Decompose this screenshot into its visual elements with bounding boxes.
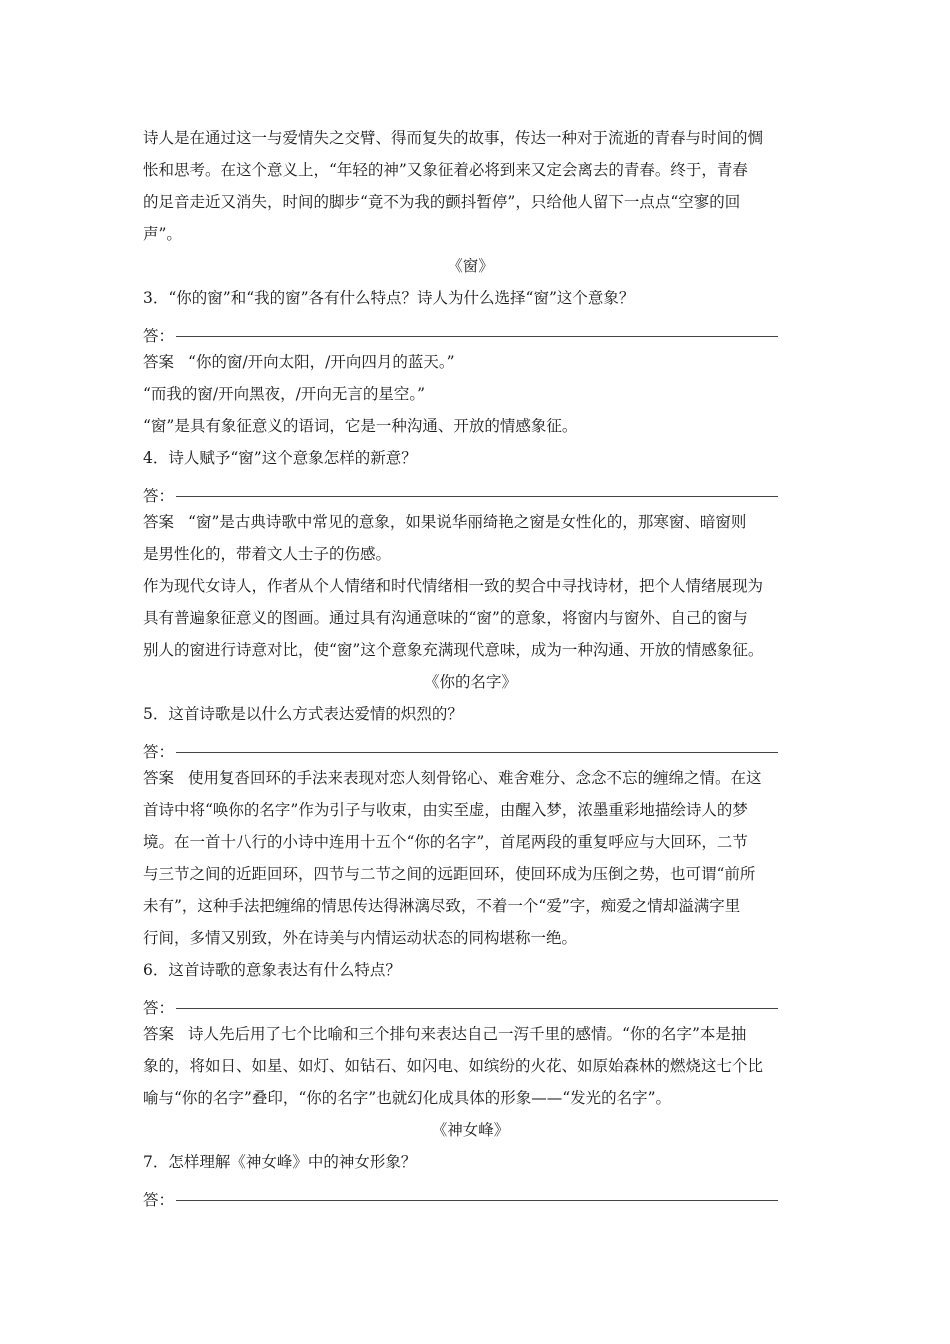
- answer-blank-line[interactable]: [176, 1200, 778, 1201]
- answer-blank-line[interactable]: [176, 336, 778, 337]
- key-text: “窗”是古典诗歌中常见的意象，如果说华丽绮艳之窗是女性化的，那寒窗、暗窗则: [188, 513, 747, 531]
- question-4: 4．诗人赋予“窗”这个意象怎样的新意？: [143, 449, 417, 467]
- answer-field-6[interactable]: [143, 986, 798, 1018]
- answer-blank-line[interactable]: [176, 1008, 778, 1009]
- key-5-line: 与三节之间的近距回环，四节与二节之间的远距回环，使回环成为压倒之势，也可谓“前所: [143, 865, 756, 883]
- section-title-name: 《你的名字》: [423, 673, 517, 691]
- intro-line: 怅和思考。在这个意义上，“年轻的神”又象征着必将到来又定会离去的青春。终于，青春: [143, 161, 748, 179]
- key-4-line: [143, 506, 798, 538]
- answer-field-4[interactable]: [143, 474, 798, 506]
- intro-line: 声”。: [143, 225, 182, 243]
- key-5-line: [143, 762, 798, 794]
- key-4-line: 是男性化的，带着文人士子的伤感。: [143, 545, 392, 563]
- answer-label: 答：: [143, 999, 175, 1017]
- answer-label: 答：: [143, 327, 175, 345]
- question-5: 5．这首诗歌是以什么方式表达爱情的炽烈的？: [143, 705, 463, 723]
- answer-label: 答：: [143, 487, 175, 505]
- key-text: 使用复沓回环的手法来表现对恋人刻骨铭心、难舍难分、念念不忘的缠绵之情。在这: [188, 769, 762, 787]
- answer-label: 答：: [143, 743, 175, 761]
- key-text: 诗人先后用了七个比喻和三个排句来表达自己一泻千里的感情。“你的名字”本是抽: [188, 1025, 747, 1043]
- answer-key-label: 答案: [143, 513, 175, 531]
- key-5-line: 未有”，这种手法把缠绵的情思传达得淋漓尽致，不着一个“爱”字，痴爱之情却溢满字里: [143, 897, 741, 915]
- answer-key-label: 答案: [143, 353, 175, 371]
- answer-label: 答：: [143, 1191, 175, 1209]
- document-page: [143, 122, 798, 1210]
- key-5-line: 首诗中将“唤你的名字”作为引子与收束，由实至虚，由醒入梦，浓墨重彩地描绘诗人的梦: [143, 801, 748, 819]
- key-text: “你的窗/开向太阳，/开向四月的蓝天。”: [188, 353, 455, 371]
- question-7: 7．怎样理解《神女峰》中的神女形象？: [143, 1153, 417, 1171]
- answer-blank-line[interactable]: [176, 752, 778, 753]
- answer-key-label: 答案: [143, 769, 175, 787]
- intro-line: 诗人是在通过这一与爱情失之交臂、得而复失的故事，传达一种对于流逝的青春与时间的惆: [143, 129, 764, 147]
- answer-field-7[interactable]: [143, 1178, 798, 1210]
- section-title-window: 《窗》: [447, 257, 494, 275]
- answer-key-label: 答案: [143, 1025, 175, 1043]
- key-3-line: “而我的窗/开向黑夜，/开向无言的星空。”: [143, 385, 426, 403]
- key-4-line: 具有普遍象征意义的图画。通过具有沟通意味的“窗”的意象，将窗内与窗外、自己的窗与: [143, 609, 748, 627]
- question-6: 6．这首诗歌的意象表达有什么特点？: [143, 961, 401, 979]
- intro-line: 的足音走近又消失，时间的脚步“竟不为我的颤抖暂停”，只给他人留下一点点“空寥的回: [143, 193, 741, 211]
- key-6-line: 喻与“你的名字”叠印，“你的名字”也就幻化成具体的形象——“发光的名字”。: [143, 1089, 672, 1107]
- key-3-line: “窗”是具有象征意义的语词，它是一种沟通、开放的情感象征。: [143, 417, 578, 435]
- key-4-line: 别人的窗进行诗意对比，使“窗”这个意象充满现代意味，成为一种沟通、开放的情感象征。: [143, 641, 764, 659]
- key-5-line: 行间，多情又别致，外在诗美与内情运动状态的同构堪称一绝。: [143, 929, 578, 947]
- key-6-line: [143, 1018, 798, 1050]
- answer-field-3[interactable]: [143, 314, 798, 346]
- key-4-line: 作为现代女诗人，作者从个人情绪和时代情绪相一致的契合中寻找诗材，把个人情绪展现为: [143, 577, 764, 595]
- answer-field-5[interactable]: [143, 730, 798, 762]
- answer-blank-line[interactable]: [176, 496, 778, 497]
- key-6-line: 象的，将如日、如星、如灯、如钻石、如闪电、如缤纷的火花、如原始森林的燃烧这七个比: [143, 1057, 764, 1075]
- key-5-line: 境。在一首十八行的小诗中连用十五个“你的名字”，首尾两段的重复呼应与大回环，二节: [143, 833, 748, 851]
- question-3: 3．“你的窗”和“我的窗”各有什么特点？诗人为什么选择“窗”这个意象？: [143, 289, 635, 307]
- key-3-line: [143, 346, 798, 378]
- section-title-goddess: 《神女峰》: [431, 1121, 510, 1139]
